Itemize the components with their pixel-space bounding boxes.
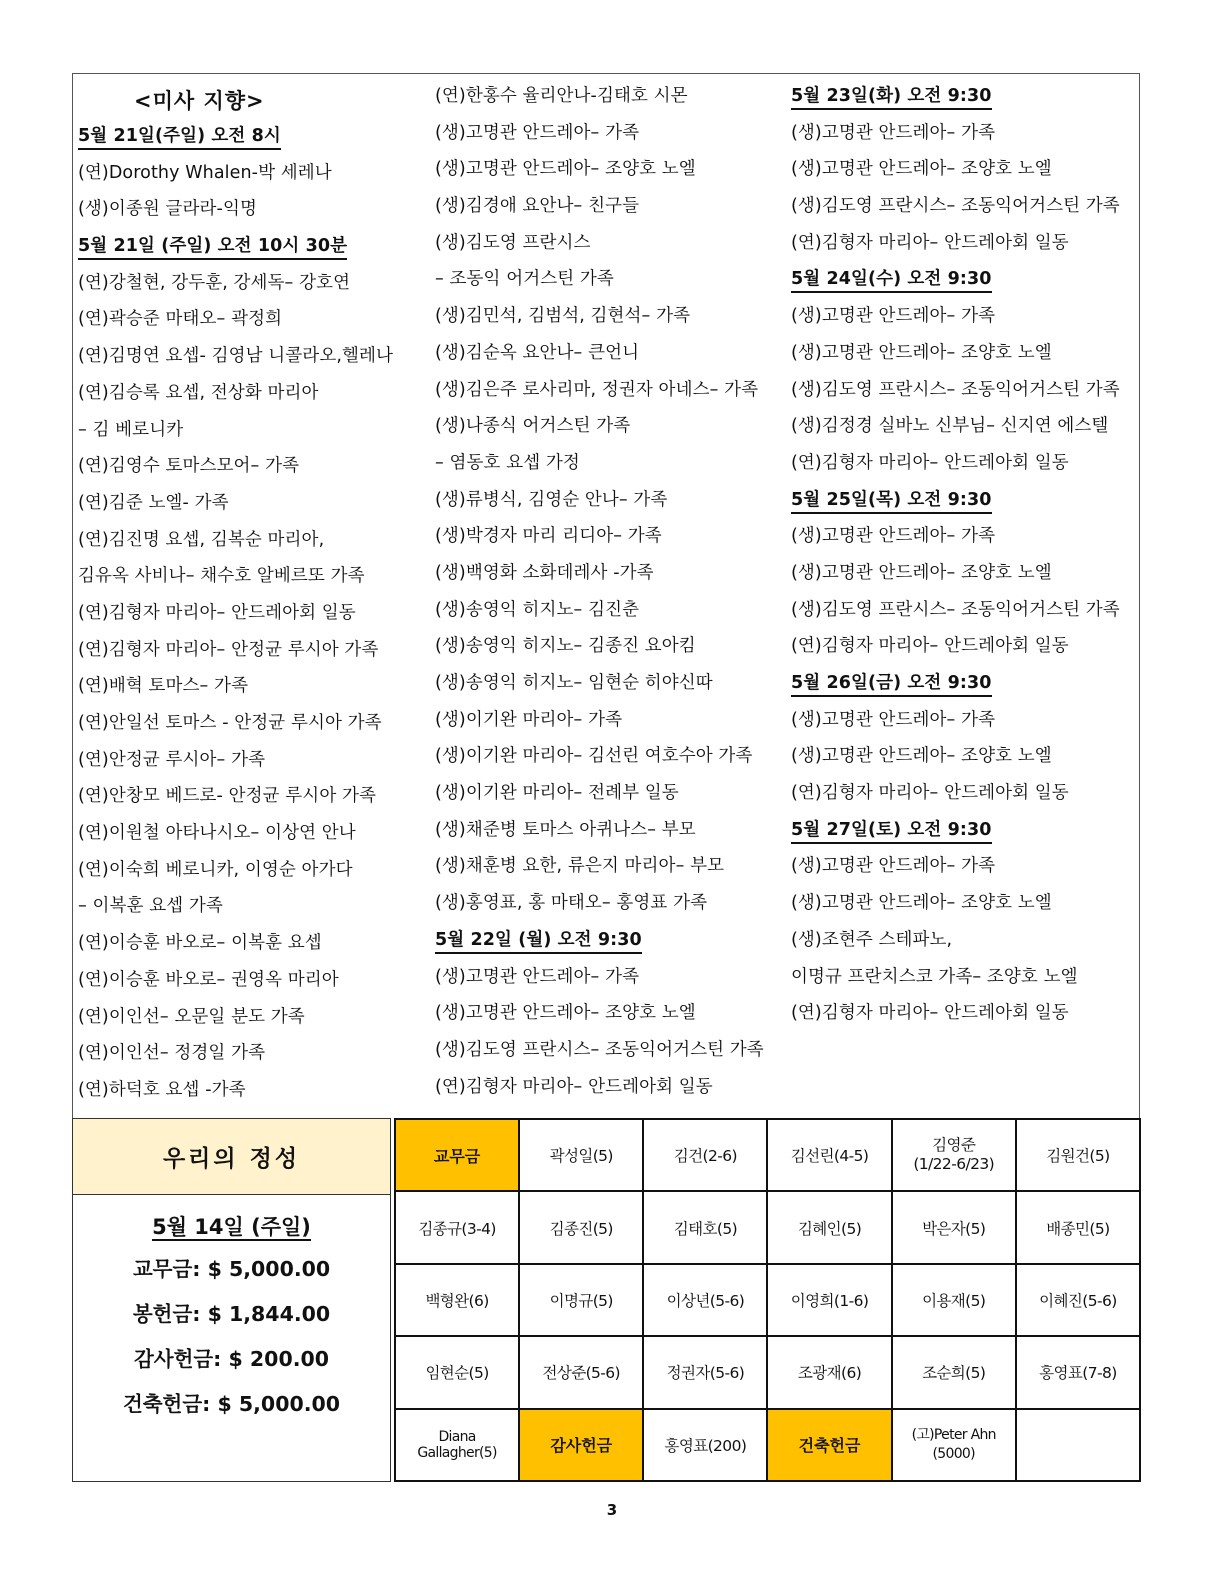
offering-amount-thanksgiving: 감사헌금: $ 200.00 xyxy=(133,1347,330,1371)
mass-schedule-heading xyxy=(791,261,1141,298)
mass-schedule-heading xyxy=(791,482,1141,519)
intention-line: (생)고명관 안드레아– 조양호 노엘 xyxy=(791,342,1052,363)
intention-line: (생)송영익 히지노– 김진춘 xyxy=(435,599,640,620)
intention-line: (연)김형자 마리아– 안드레아회 일동 xyxy=(78,602,356,623)
intention-line: (연)안창모 베드로- 안정균 루시아 가족 xyxy=(78,786,376,807)
offering-summary-box xyxy=(72,1118,391,1482)
intention-line: (연)한홍수 율리안나-김태호 시몬 xyxy=(435,86,688,106)
mass-schedule-heading-text: 5월 26일(금) 오전 9:30 xyxy=(791,673,992,697)
donor-category-cell: 건축헌금 xyxy=(767,1409,891,1481)
intention-line: (연)김형자 마리아– 안드레아회 일동 xyxy=(435,1076,713,1097)
intention-line: (연)김형자 마리아– 안드레아회 일동 xyxy=(791,636,1069,657)
donor-cell: 조광재(6) xyxy=(767,1336,891,1408)
intention-line: (생)김은주 로사리마, 정권자 아네스– 가족 xyxy=(435,379,759,400)
intention-line: (생)김순옥 요안나– 큰언니 xyxy=(435,342,640,363)
donor-cell: 홍영표(7-8) xyxy=(1016,1336,1140,1408)
intention-line: (생)백영화 소화데레사 -가족 xyxy=(435,562,654,583)
intention-line: (생)김도영 프란시스– 조동익어거스틴 가족 xyxy=(791,196,1120,217)
intention-line: (연)이승훈 바오로– 이복훈 요셉 xyxy=(78,933,322,954)
intention-line: (연)김형자 마리아– 안정균 루시아 가족 xyxy=(78,639,379,660)
donor-cell: 전상준(5-6) xyxy=(519,1336,643,1408)
intention-line: (연)김형자 마리아– 안드레아회 일동 xyxy=(791,452,1069,473)
donor-cell: 배종민(5) xyxy=(1016,1191,1140,1263)
donor-row xyxy=(395,1191,1140,1263)
intention-line: (생)송영익 히지노– 김종진 요아킴 xyxy=(435,636,696,657)
donor-cell: 이명규(5) xyxy=(519,1264,643,1336)
donor-cell: 임현순(5) xyxy=(395,1336,519,1408)
donor-cell: 김영준 (1/22-6/23) xyxy=(892,1119,1016,1191)
intention-line: (생)고명관 안드레아– 조양호 노엘 xyxy=(435,1003,696,1024)
offering-date-text: 5월 14일 (주일) xyxy=(152,1215,311,1239)
intention-line: (연)이원철 아타나시오– 이상연 안나 xyxy=(78,823,356,844)
intention-line: (연)김준 노엘- 가족 xyxy=(78,492,229,513)
intention-line: (연)김형자 마리아– 안드레아회 일동 xyxy=(791,1003,1069,1024)
intentions-column-3 xyxy=(791,78,1141,1032)
intention-line: (생)김도영 프란시스 xyxy=(435,232,591,253)
intention-line: (생)고명관 안드레아– 가족 xyxy=(791,856,996,877)
intention-line: (생)고명관 안드레아– 가족 xyxy=(791,306,996,327)
intention-line: (생)고명관 안드레아– 조양호 노엘 xyxy=(791,159,1052,180)
intention-line: (연)안일선 토마스 - 안정균 루시아 가족 xyxy=(78,713,382,733)
intention-line: (생)박경자 마리 리디아– 가족 xyxy=(435,526,662,547)
intention-line: (생)홍영표, 홍 마태오– 홍영표 가족 xyxy=(435,893,708,914)
mass-schedule-heading xyxy=(78,228,428,265)
intention-line: (연)김형자 마리아– 안드레아회 일동 xyxy=(791,232,1069,253)
intention-line: (생)김도영 프란시스– 조동익어거스틴 가족 xyxy=(791,379,1120,400)
mass-schedule-heading-text: 5월 24일(수) 오전 9:30 xyxy=(791,269,992,293)
intention-line: (생)나종식 어거스틴 가족 xyxy=(435,416,631,437)
donor-row xyxy=(395,1119,1140,1191)
offering-body xyxy=(73,1195,390,1427)
intention-line: (연)이인선– 오문일 분도 가족 xyxy=(78,1006,305,1027)
intention-line: (생)이기완 마리아– 가족 xyxy=(435,709,623,730)
donor-cell: 이상년(5-6) xyxy=(643,1264,767,1336)
intention-line: – 조동익 어거스틴 가족 xyxy=(435,269,614,290)
intention-line: (연)김형자 마리아– 안드레아회 일동 xyxy=(791,783,1069,804)
intention-line: (생)이기완 마리아– 전례부 일동 xyxy=(435,783,679,804)
intention-line: (연)이승훈 바오로– 권영옥 마리아 xyxy=(78,969,339,990)
donor-cell: (고)Peter Ahn (5000) xyxy=(892,1409,1016,1481)
intention-line: (생)류병식, 김영순 안나– 가족 xyxy=(435,489,668,510)
intentions-column-2 xyxy=(435,78,785,1105)
donor-row xyxy=(395,1409,1140,1481)
mass-schedule-heading xyxy=(791,665,1141,702)
offering-amount-tuition: 교무금: $ 5,000.00 xyxy=(132,1257,331,1281)
donor-category-cell: 감사헌금 xyxy=(519,1409,643,1481)
donor-cell: 김종진(5) xyxy=(519,1191,643,1263)
offering-date xyxy=(73,1207,390,1247)
mass-schedule-heading xyxy=(791,78,1141,115)
donor-category-cell: 교무금 xyxy=(395,1119,519,1191)
mass-schedule-heading xyxy=(435,922,785,959)
intention-line: (연)곽승준 마태오– 곽정희 xyxy=(78,309,283,330)
intention-line: – 이복훈 요셉 가족 xyxy=(78,896,223,917)
intention-line: (연)김진명 요셉, 김복순 마리아, xyxy=(78,529,325,550)
donor-cell: 김혜인(5) xyxy=(767,1191,891,1263)
mass-schedule-heading-text: 5월 23일(화) 오전 9:30 xyxy=(791,86,992,110)
mass-intentions-frame xyxy=(72,73,1140,1118)
intention-line: (생)고명관 안드레아– 조양호 노엘 xyxy=(791,893,1052,914)
offering-amount-collection: 봉헌금: $ 1,844.00 xyxy=(132,1302,331,1326)
intention-line: (연)김영수 토마스모어– 가족 xyxy=(78,456,300,477)
donor-cell: 김종규(3-4) xyxy=(395,1191,519,1263)
donor-cell: 정권자(5-6) xyxy=(643,1336,767,1408)
intention-line: (생)고명관 안드레아– 가족 xyxy=(435,966,640,987)
donor-cell: 곽성일(5) xyxy=(519,1119,643,1191)
offering-amount-building: 건축헌금: $ 5,000.00 xyxy=(122,1392,341,1416)
page-number: 3 xyxy=(606,1501,618,1519)
donor-cell: 김태호(5) xyxy=(643,1191,767,1263)
donor-row xyxy=(395,1264,1140,1336)
intention-line: – 염동호 요셉 가정 xyxy=(435,452,580,473)
intention-line: (생)김도영 프란시스– 조동익어거스틴 가족 xyxy=(435,1039,764,1060)
donor-cell: 홍영표(200) xyxy=(643,1409,767,1481)
intention-line: (연)하덕호 요셉 -가족 xyxy=(78,1079,246,1100)
intention-line: (생)고명관 안드레아– 가족 xyxy=(791,526,996,547)
intention-line: (생)이기완 마리아– 김선린 여호수아 가족 xyxy=(435,746,753,767)
donor-cell: 김선린(4-5) xyxy=(767,1119,891,1191)
intention-line: (생)고명관 안드레아– 조양호 노엘 xyxy=(791,562,1052,583)
donor-cell: 이영희(1-6) xyxy=(767,1264,891,1336)
mass-schedule-heading xyxy=(791,812,1141,849)
intention-line: (생)고명관 안드레아– 가족 xyxy=(435,122,640,143)
intention-line: (생)이종원 글라라-익명 xyxy=(78,199,257,220)
donor-cell: 김원건(5) xyxy=(1016,1119,1140,1191)
donor-table xyxy=(394,1118,1141,1482)
intention-line: (생)고명관 안드레아– 조양호 노엘 xyxy=(435,159,696,180)
intention-line: (연)이인선– 정경일 가족 xyxy=(78,1043,266,1064)
intentions-column-1 xyxy=(78,74,428,1109)
donor-cell: 김건(2-6) xyxy=(643,1119,767,1191)
intention-line: (연)배혁 토마스– 가족 xyxy=(78,676,249,697)
intention-line: (생)채준병 토마스 아퀴나스– 부모 xyxy=(435,819,696,840)
intention-line: (생)고명관 안드레아– 가족 xyxy=(791,709,996,730)
mass-schedule-heading-text: 5월 25일(목) 오전 9:30 xyxy=(791,490,992,514)
donor-row xyxy=(395,1336,1140,1408)
intention-line: (연)강철현, 강두훈, 강세독– 강호연 xyxy=(78,272,351,293)
intention-line: (연)이숙희 베로니카, 이영순 아가다 xyxy=(78,859,353,880)
mass-schedule-heading xyxy=(78,118,428,155)
intention-line: 이명규 프란치스코 가족– 조양호 노엘 xyxy=(791,966,1078,987)
donor-cell xyxy=(1016,1409,1140,1481)
donor-cell: 이용재(5) xyxy=(892,1264,1016,1336)
intention-line: (생)김경애 요안나– 친구들 xyxy=(435,196,640,217)
intention-line: (생)김민석, 김범석, 김현석– 가족 xyxy=(435,306,691,327)
intention-line: (연)안정균 루시아– 가족 xyxy=(78,749,266,770)
intention-line: (생)고명관 안드레아– 조양호 노엘 xyxy=(791,746,1052,767)
intention-line: 김유옥 사비나– 채수호 알베르또 가족 xyxy=(78,566,365,587)
intention-line: (연)김승록 요셉, 전상화 마리아 xyxy=(78,382,319,403)
intention-line: (생)김정경 실바노 신부님– 신지연 에스텔 xyxy=(791,416,1109,437)
donor-cell: Diana Gallagher(5) xyxy=(395,1409,519,1481)
intention-line: (생)조현주 스테파노, xyxy=(791,929,953,950)
donor-cell: 이혜진(5-6) xyxy=(1016,1264,1140,1336)
mass-schedule-heading-text: 5월 22일 (월) 오전 9:30 xyxy=(435,930,642,954)
intention-line: (연)김명연 요셉- 김영남 니콜라오,헬레나 xyxy=(78,346,393,367)
mass-schedule-heading-text: 5월 21일(주일) 오전 8시 xyxy=(78,126,281,150)
mass-schedule-heading-text: 5월 27일(토) 오전 9:30 xyxy=(791,820,992,844)
intention-line: – 김 베로니카 xyxy=(78,419,184,440)
intention-line: (생)김도영 프란시스– 조동익어거스틴 가족 xyxy=(791,599,1120,620)
offering-title: 우리의 정성 xyxy=(73,1119,390,1195)
mass-intentions-title: <미사 지향> xyxy=(134,89,265,113)
intention-line: (생)채훈병 요한, 류은지 마리아– 부모 xyxy=(435,856,725,877)
donor-cell: 조순희(5) xyxy=(892,1336,1016,1408)
donor-cell: 백형완(6) xyxy=(395,1264,519,1336)
intention-line: (생)송영익 히지노– 임현순 히야신따 xyxy=(435,673,713,693)
donor-cell: 박은자(5) xyxy=(892,1191,1016,1263)
intention-line: (생)고명관 안드레아– 가족 xyxy=(791,122,996,143)
mass-schedule-heading-text: 5월 21일 (주일) 오전 10시 30분 xyxy=(78,236,347,260)
intention-line: (연)Dorothy Whalen-박 세레나 xyxy=(78,162,332,183)
